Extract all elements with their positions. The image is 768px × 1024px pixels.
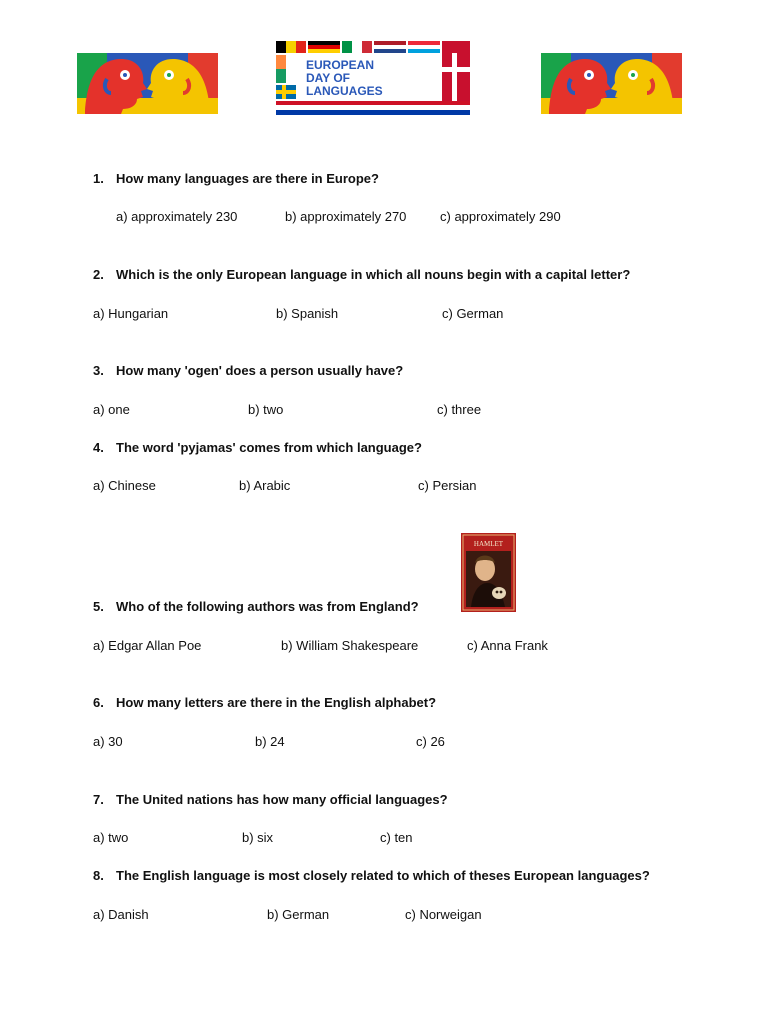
question-number: 7. [93, 792, 104, 807]
question-text: How many 'ogen' does a person usually have? [116, 363, 404, 378]
two-faces-logo-icon [77, 53, 218, 114]
question-number: 6. [93, 695, 104, 710]
question-text: The United nations has how many official languages? [116, 792, 448, 807]
hamlet-book-cover-icon [461, 533, 516, 612]
book-title: HAMLET [473, 540, 504, 548]
option-b: b) German [267, 907, 330, 922]
two-faces-logo-icon [541, 53, 682, 114]
option-b: b) approximately 270 [285, 209, 407, 224]
european-flags-banner-icon [276, 41, 470, 115]
option-c: c) approximately 290 [440, 209, 561, 224]
option-b: b) six [242, 830, 274, 845]
question-1 [93, 171, 379, 186]
option-b: b) Spanish [276, 306, 339, 321]
question-7 [93, 792, 448, 807]
option-a: a) one [93, 402, 130, 417]
question-4 [93, 440, 422, 455]
option-c: c) German [442, 306, 504, 321]
option-c: c) three [437, 402, 482, 417]
question-5 [93, 599, 419, 614]
question-number: 3. [93, 363, 104, 378]
question-text: How many languages are there in Europe? [116, 171, 379, 186]
option-a: a) Chinese [93, 478, 156, 493]
option-c: c) Anna Frank [467, 638, 548, 653]
question-3 [93, 363, 403, 378]
question-text: Which is the only European language in which all nouns begin with a capital letter? [116, 267, 631, 282]
banner-line-3: LANGUAGES [306, 84, 383, 98]
option-a: a) Danish [93, 907, 149, 922]
banner-line-2: DAY OF [306, 71, 351, 85]
option-a: a) two [93, 830, 129, 845]
question-6 [93, 695, 436, 710]
question-text: How many letters are there in the English alphabet? [116, 695, 437, 710]
option-b: b) Arabic [239, 478, 291, 493]
option-c: c) ten [380, 830, 413, 845]
question-number: 4. [93, 440, 104, 455]
option-a: a) 30 [93, 734, 123, 749]
question-text: The word 'pyjamas' comes from which language? [116, 440, 422, 455]
banner-line-1: EUROPEAN [306, 58, 375, 72]
question-2 [93, 267, 630, 282]
option-a: a) Edgar Allan Poe [93, 638, 202, 653]
question-number: 5. [93, 599, 104, 614]
question-number: 8. [93, 868, 104, 883]
option-a: a) approximately 230 [116, 209, 238, 224]
question-number: 1. [93, 171, 104, 186]
question-number: 2. [93, 267, 104, 282]
question-text: Who of the following authors was from England? [116, 599, 419, 614]
question-text: The English language is most closely related to which of theses European languages? [116, 868, 650, 883]
option-b: b) two [248, 402, 284, 417]
question-8 [93, 868, 650, 883]
option-c: c) Persian [418, 478, 477, 493]
option-b: b) 24 [255, 734, 285, 749]
option-b: b) William Shakespeare [281, 638, 419, 653]
option-a: a) Hungarian [93, 306, 169, 321]
option-c: c) 26 [416, 734, 445, 749]
option-c: c) Norweigan [405, 907, 482, 922]
